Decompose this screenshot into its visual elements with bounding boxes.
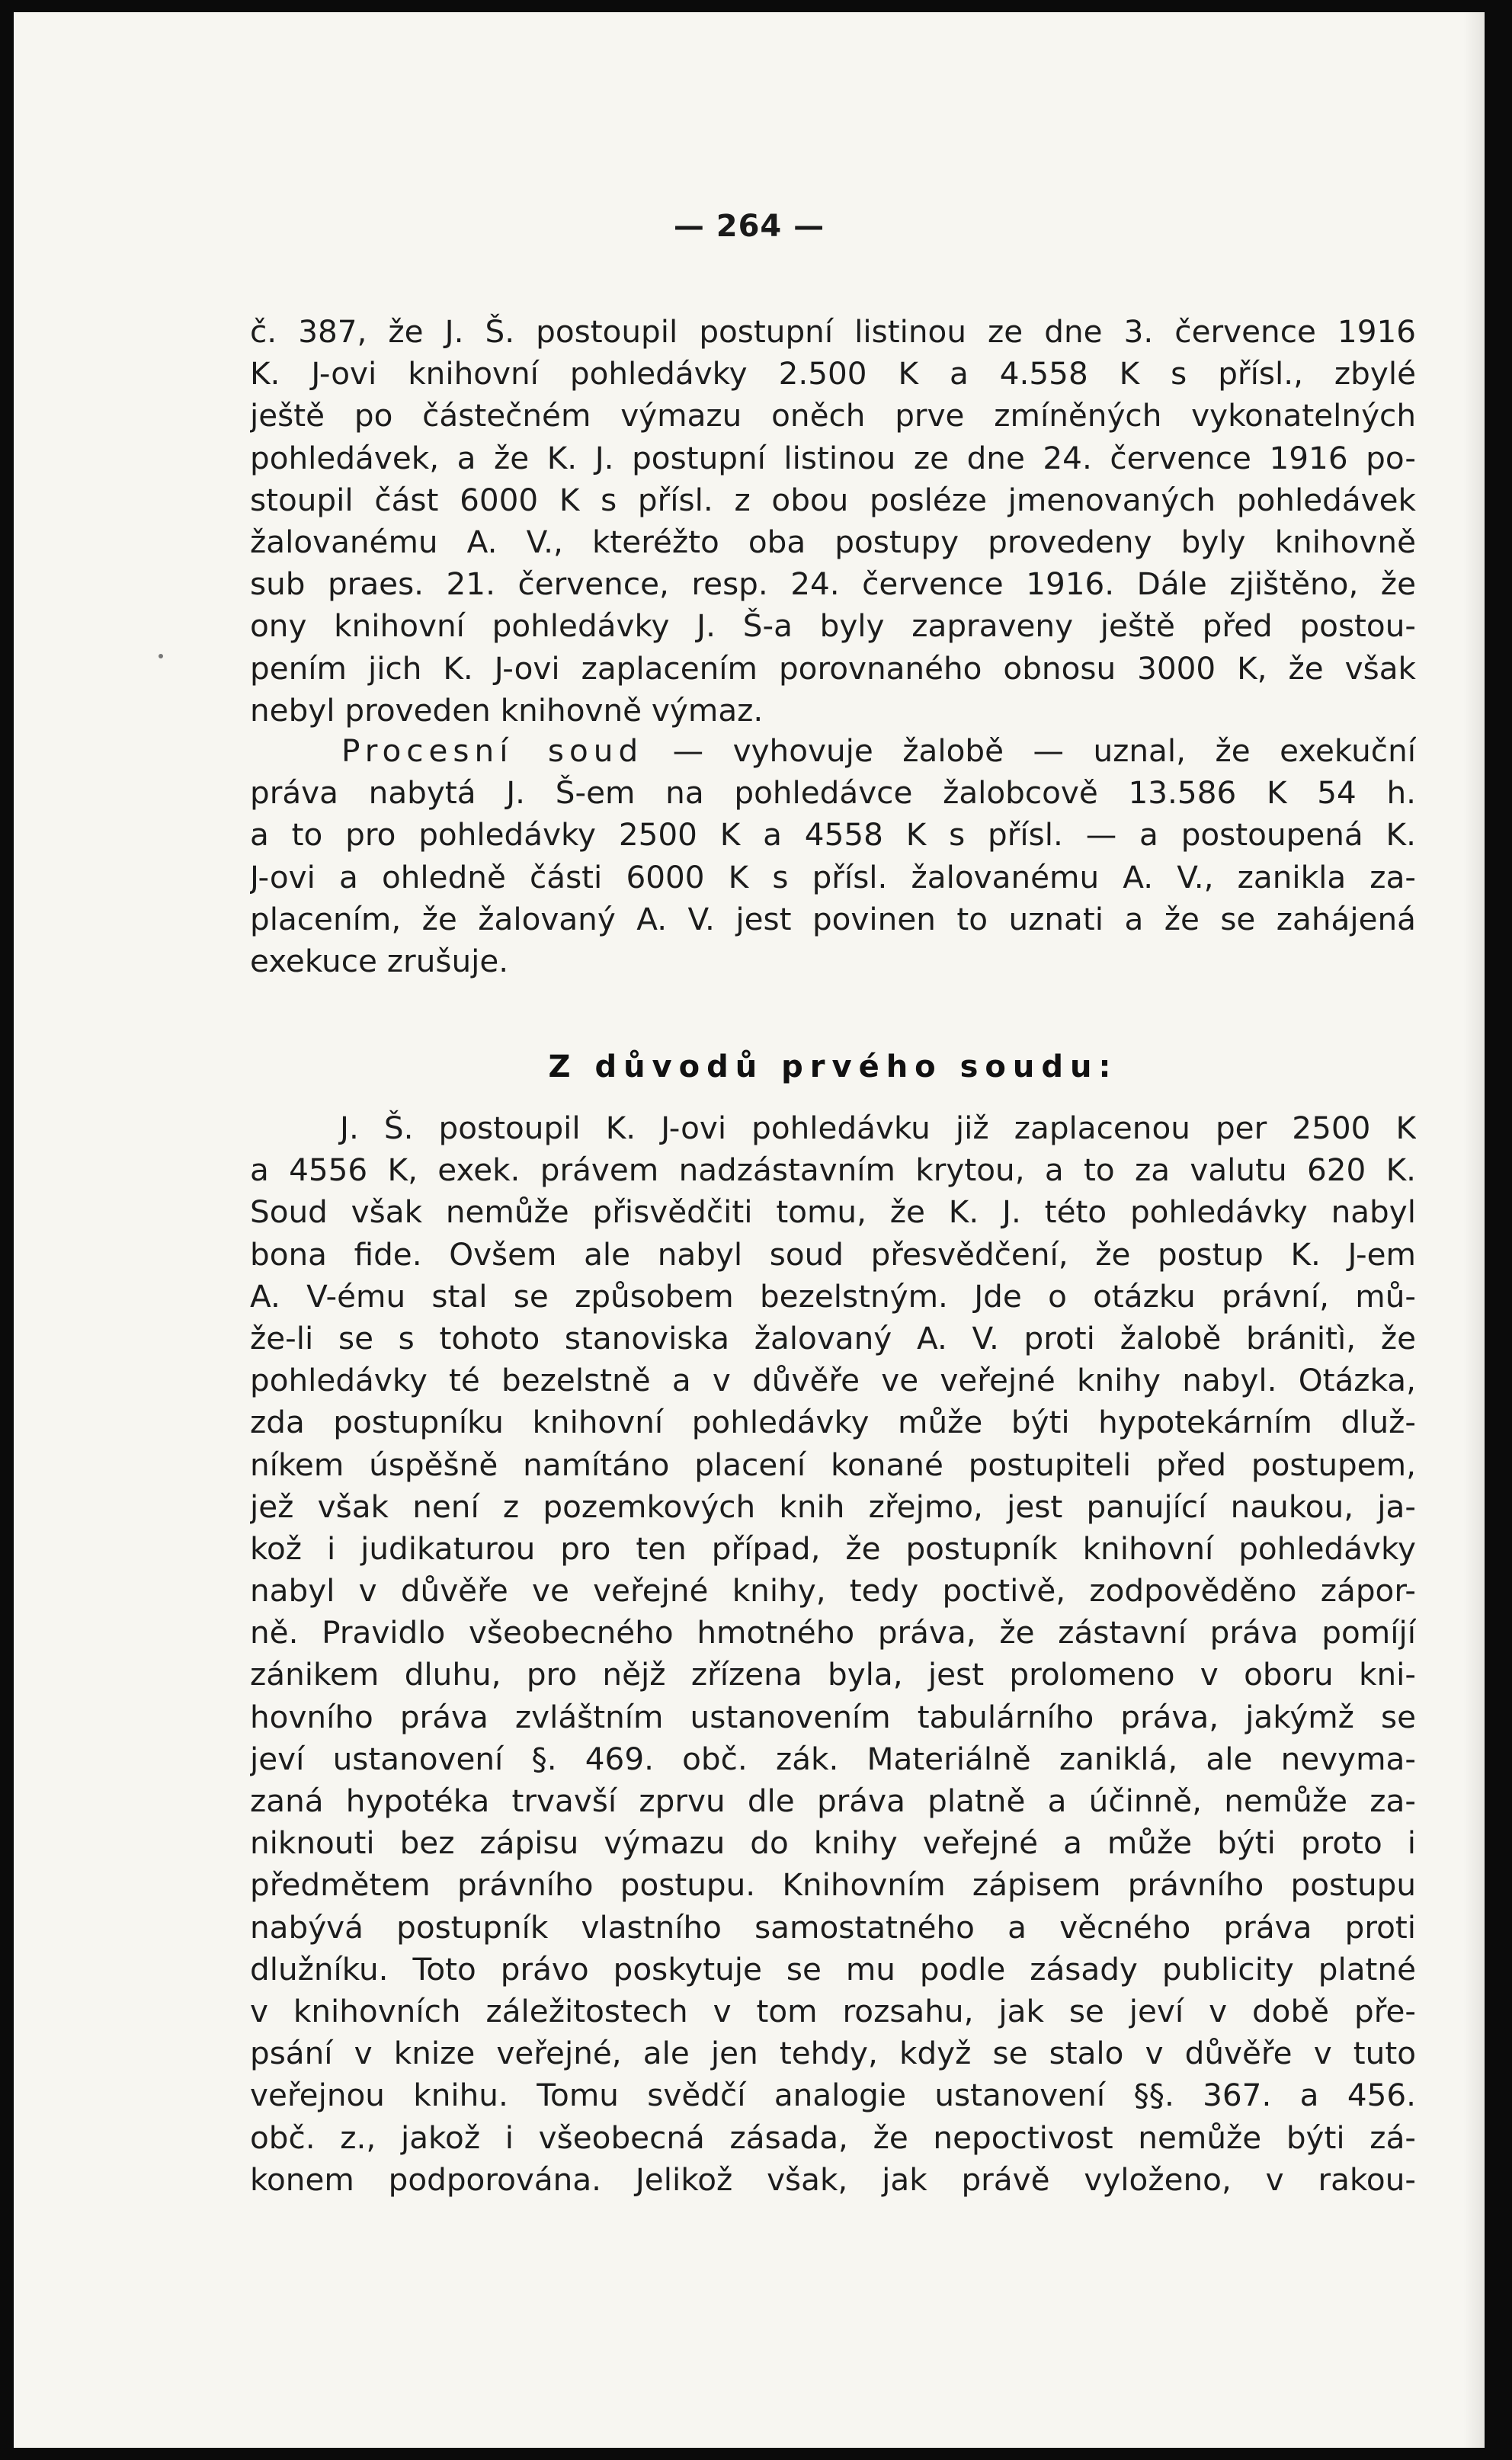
text-line: pohledávek, a že K. J. postupní listinou ze dne 24. července 1916 po- xyxy=(250,439,1416,476)
text-line: K. J-ovi knihovní pohledávky 2.500 K a 4.558 K s přísl., zbylé xyxy=(250,355,1416,392)
court-label: Procesní soud xyxy=(341,732,644,769)
text-line: nabývá postupník vlastního samostatného a věcného práva proti xyxy=(250,1908,1416,1946)
text-line: J-ovi a ohledně části 6000 K s přísl. žalovanému A. V., zanikla za- xyxy=(250,858,1416,895)
text-line: stoupil část 6000 K s přísl. z obou posléze jmenovaných pohledávek xyxy=(250,481,1416,518)
text-line: a 4556 K, exek. právem nadzástavním krytou, a to za valutu 620 K. xyxy=(250,1152,1416,1189)
text-line: exekuce zrušuje. xyxy=(250,942,509,979)
text-line: veřejnou knihu. Tomu svědčí analogie ustanovení §§. 367. a 456. xyxy=(250,2077,1416,2114)
text-line: A. V-ému stal se způsobem bezelstným. Jde o otázku právní, mů- xyxy=(250,1277,1416,1315)
text-line: hovního práva zvláštním ustanovením tabulárního práva, jakýmž se xyxy=(250,1698,1416,1735)
text-line: zánikem dluhu, pro nějž zřízena byla, jest prolomeno v oboru kni- xyxy=(250,1656,1416,1693)
margin-speck xyxy=(159,654,163,658)
text-line: sub praes. 21. července, resp. 24. července 1916. Dále zjištěno, že xyxy=(250,565,1416,603)
text-line: jež však není z pozemkových knih zřejmo, jest panující naukou, ja- xyxy=(250,1488,1416,1525)
paragraph-3 xyxy=(250,1107,1416,2201)
paragraph-2 xyxy=(250,730,1416,982)
page-edge-shadow xyxy=(1463,12,1486,2448)
text-line-first xyxy=(250,730,1416,772)
text-line: v knihovních záležitostech v tom rozsahu, jak se jeví v době pře- xyxy=(250,1992,1416,2029)
text-line: dlužníku. Toto právo poskytuje se mu podle zásady publicity platné xyxy=(250,1950,1416,1988)
text-line: č. 387, že J. Š. postoupil postupní listinou ze dne 3. července 1916 xyxy=(250,313,1416,350)
text-line: placením, že žalovaný A. V. jest povinen to uznati a že se zahájená xyxy=(250,900,1416,937)
text-line: zda postupníku knihovní pohledávky může býti hypotekárním dluž- xyxy=(250,1404,1416,1441)
text-line: ně. Pravidlo všeobecného hmotného práva, že zástavní práva pomíjí xyxy=(250,1614,1416,1651)
text-line: ještě po částečném výmazu oněch prve zmíněných vykonatelných xyxy=(250,397,1416,434)
text-line: zaná hypotéka trvavší zprvu dle práva platně a účinně, nemůže za- xyxy=(250,1783,1416,1819)
text-line: pením jich K. J-ovi zaplacením porovnaného obnosu 3000 K, že však xyxy=(250,649,1416,687)
text-line: J. Š. postoupil K. J-ovi pohledávku již zaplacenou per 2500 K xyxy=(340,1110,1416,1146)
text-line: Soud však nemůže přisvědčiti tomu, že K. J. této pohledávky nabyl xyxy=(250,1193,1416,1231)
text-line: psání v knize veřejné, ale jen tehdy, když se stalo v důvěře v tuto xyxy=(250,2035,1416,2072)
text-line: konem podporována. Jelikož však, jak právě vyloženo, v rakou- xyxy=(250,2161,1416,2198)
text-line: bona fide. Ovšem ale nabyl soud přesvědčení, že postup K. J-em xyxy=(250,1235,1416,1273)
paragraph-1 xyxy=(250,311,1416,732)
text-line: práva nabytá J. Š-em na pohledávce žalobcově 13.586 K 54 h. xyxy=(250,774,1416,812)
text-line: pohledávky té bezelstně a v důvěře ve veřejné knihy nabyl. Otázka, xyxy=(250,1362,1416,1399)
text-line: nabyl v důvěře ve veřejné knihy, tedy poctivě, zodpověděno zápor- xyxy=(250,1572,1416,1610)
text-line: nebyl proveden knihovně výmaz. xyxy=(250,691,764,729)
page-number: — 264 — xyxy=(673,209,825,244)
text-line: ony knihovní pohledávky J. Š-a byly zapraveny ještě před postou- xyxy=(250,607,1416,645)
text-line: kož i judikaturou pro ten případ, že postupník knihovní pohledávky xyxy=(250,1529,1416,1567)
text-line: niknouti bez zápisu výmazu do knihy veřejné a může býti proto i xyxy=(250,1824,1416,1862)
text-line: jeví ustanovení §. 469. obč. zák. Materiálně zaniklá, ale nevyma- xyxy=(250,1740,1416,1777)
text-line: obč. z., jakož i všeobecná zásada, že nepoctivost nemůže býti zá- xyxy=(250,2119,1416,2156)
text-line: že-li se s tohoto stanoviska žalovaný A. V. proti žalobě bránitì, že xyxy=(250,1319,1416,1357)
verdict-text: — vyhovuje žalobě — uznal, že exekuční xyxy=(672,732,1416,769)
text-line: žalovanému A. V., kteréžto oba postupy provedeny byly knihovně xyxy=(250,523,1416,560)
book-page xyxy=(14,12,1485,2448)
text-line: předmětem právního postupu. Knihovním zápisem právního postupu xyxy=(250,1866,1416,1904)
text-line: a to pro pohledávky 2500 K a 4558 K s přísl. — a postoupená K. xyxy=(250,816,1416,854)
section-heading: Z důvodů prvého soudu: xyxy=(548,1049,1118,1084)
text-line: níkem úspěšně namítáno placení konané postupiteli před postupem, xyxy=(250,1446,1416,1483)
